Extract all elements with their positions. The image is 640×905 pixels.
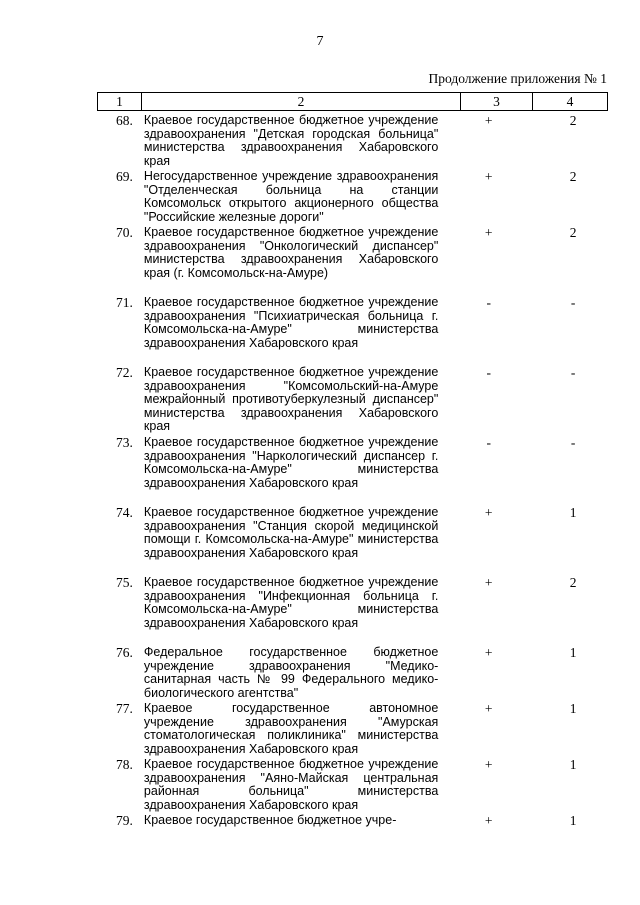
col3-value: -: [486, 365, 491, 380]
institution-name: Краевое государственное бюджетное учреждение здравоохранения "Детская городская больница" министерства здравоохранения Хабаровского края: [143, 113, 439, 168]
table-header: [97, 92, 608, 111]
col3-value: +: [484, 701, 493, 716]
col4-value: 2: [569, 225, 577, 240]
row-number: 73.: [116, 435, 133, 450]
table-row: [97, 702, 608, 758]
col3-value: +: [484, 757, 493, 772]
col3-value: -: [486, 295, 491, 310]
table-row: [97, 758, 608, 814]
row-number: 68.: [116, 113, 133, 128]
institution-name: Краевое государственное бюджетное учреждение здравоохранения "Комсомольский-на-Амуре межрайонный противотуберкулезный диспансер" министерства здравоохранения Хабаровского края: [143, 365, 439, 433]
row-number: 69.: [116, 169, 133, 184]
col3-value: +: [484, 505, 493, 520]
col4-value: 2: [569, 113, 577, 128]
col4-value: 1: [569, 645, 577, 660]
table-row: [97, 646, 608, 702]
row-number: 76.: [116, 645, 133, 660]
row-number: 74.: [116, 505, 133, 520]
header-col-4: 4: [566, 94, 574, 109]
header-col-2: 2: [142, 93, 461, 110]
table-row: [97, 506, 608, 576]
table-body: [97, 114, 608, 834]
table-row: [97, 170, 608, 226]
institution-name: Краевое государственное бюджетное учре-: [143, 813, 397, 827]
header-col-1: 1: [98, 93, 142, 110]
continuation-note: Продолжение приложения № 1: [428, 71, 607, 86]
col3-value: +: [484, 113, 493, 128]
institution-name: Краевое государственное автономное учреждение здравоохранения "Амурская стоматологическая поликлиника" министерства здравоохранения Хабаровского края: [143, 701, 439, 756]
col4-value: 1: [569, 757, 577, 772]
row-number: 77.: [116, 701, 133, 716]
row-number: 78.: [116, 757, 133, 772]
col3-value: -: [486, 435, 491, 450]
col4-value: 1: [569, 701, 577, 716]
col4-value: 1: [569, 505, 577, 520]
col4-value: 2: [569, 575, 577, 590]
header-col-3: 3: [461, 93, 533, 110]
row-number: 72.: [116, 365, 133, 380]
table-row: [97, 814, 608, 834]
table-row: [97, 226, 608, 296]
col4-value: -: [570, 365, 576, 380]
row-number: 70.: [116, 225, 133, 240]
col3-value: +: [484, 225, 493, 240]
institution-name: Краевое государственное бюджетное учреждение здравоохранения "Наркологический диспансер г. Комсомольска-на-Амуре" министерства здравоохранения Хабаровского края: [143, 435, 439, 490]
col4-value: 1: [569, 813, 577, 828]
institution-name: Краевое государственное бюджетное учреждение здравоохранения "Аяно-Майская центральная районная больница" министерства здравоохранения Хабаровского края: [143, 757, 439, 812]
col4-value: 2: [569, 169, 577, 184]
row-number: 79.: [116, 813, 133, 828]
page-number: 7: [316, 34, 324, 49]
institution-name: Федеральное государственное бюджетное учреждение здравоохранения "Медико-санитарная часть № 99 Федерального медико-биологического агентства": [143, 645, 439, 700]
table-row: [97, 576, 608, 646]
institution-name: Краевое государственное бюджетное учреждение здравоохранения "Инфекционная больница г. Комсомольска-на-Амуре" министерства здравоохранения Хабаровского края: [143, 575, 439, 630]
table-row: [97, 366, 608, 436]
institution-name: Краевое государственное бюджетное учреждение здравоохранения "Онкологический диспансер" министерства здравоохранения Хабаровского края (г. Комсомольск-на-Амуре): [143, 225, 439, 280]
table-row: [97, 296, 608, 366]
col3-value: +: [484, 575, 493, 590]
col3-value: +: [484, 645, 493, 660]
col3-value: +: [484, 169, 493, 184]
col4-value: -: [570, 295, 576, 310]
institution-name: Негосударственное учреждение здравоохранения "Отделенческая больница на станции Комсомольск открытого акционерного общества "Российские железные дороги": [143, 169, 439, 224]
col4-value: -: [570, 435, 576, 450]
institution-name: Краевое государственное бюджетное учреждение здравоохранения "Станция скорой медицинской помощи г. Комсомольска-на-Амуре" министерства здравоохранения Хабаровского края: [143, 505, 439, 560]
table-row: [97, 114, 608, 170]
col3-value: +: [484, 813, 493, 828]
table-row: [97, 436, 608, 506]
row-number: 71.: [116, 295, 133, 310]
row-number: 75.: [116, 575, 133, 590]
institution-name: Краевое государственное бюджетное учреждение здравоохранения "Психиатрическая больница г. Комсомольска-на-Амуре" министерства здравоохранения Хабаровского края: [143, 295, 439, 350]
